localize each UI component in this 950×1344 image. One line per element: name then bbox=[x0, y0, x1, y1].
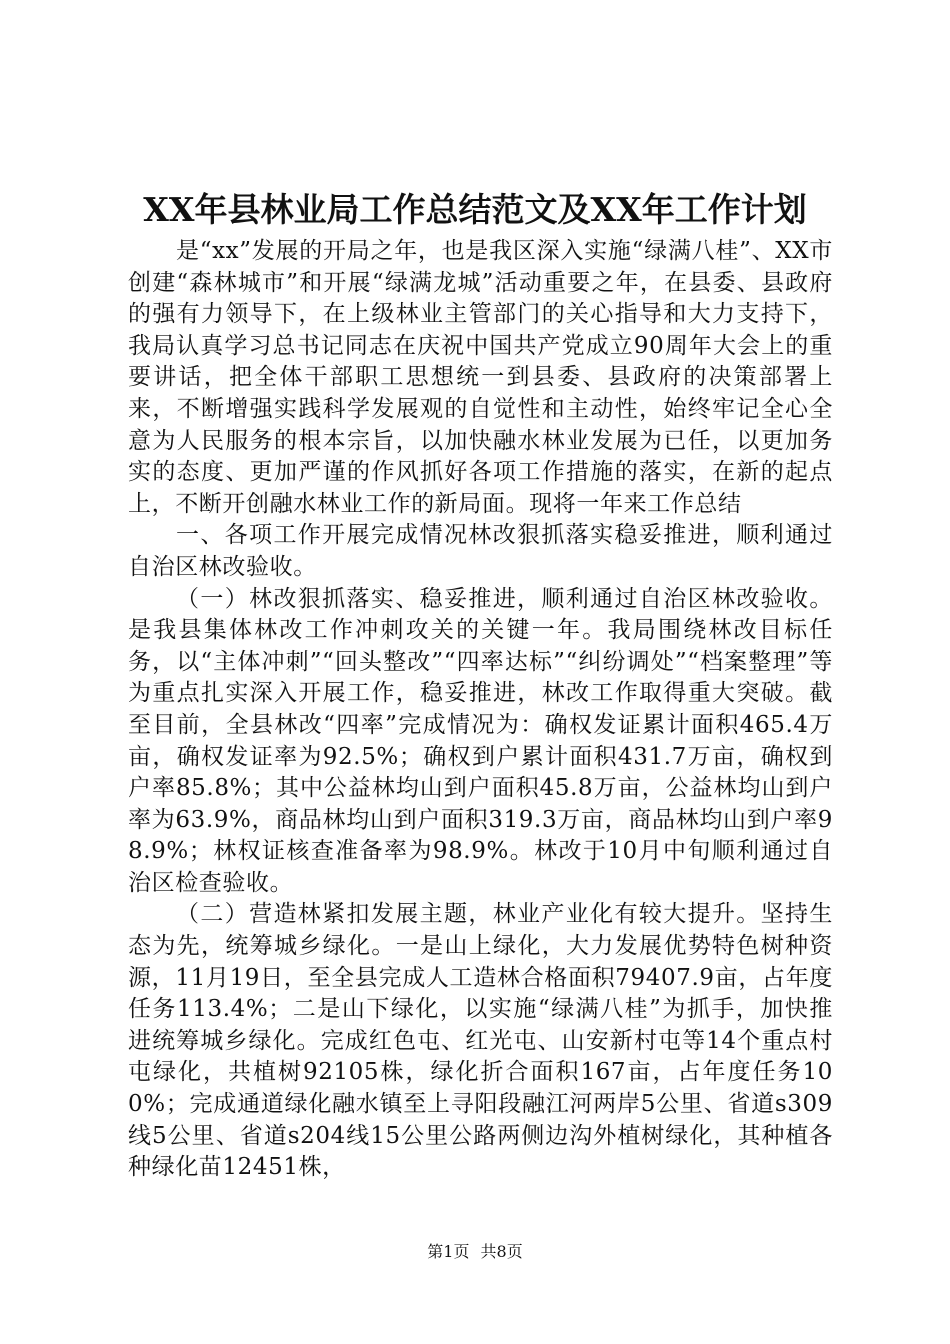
paragraph-section-heading: 一、各项工作开展完成情况林改狠抓落实稳妥推进，顺利通过自治区林改验收。 bbox=[128, 522, 833, 580]
paragraph-forest-reform: （一）林改狠抓落实、稳妥推进，顺利通过自治区林改验收。是我县集体林改工作冲刺攻关的关键一年。我局围绕林改目标任务，以“主体冲刺”“回头整改”“四率达标”“纠纷调处”“档案整理”等为重点扎实深入开展工作，稳妥推进，林改工作取得重大突破。截至目前，全县林改“四率”完成情况为：确权发证累计面积465.4万亩，确权发证率为92.5%；确权到户累计面积431.7万亩，确权到户率85.8%；其中公益林均山到户面积45.8万亩，公益林均山到户率为63.9%，商品林均山到户面积319.3万亩，商品林均山到户率98.9%；林权证核查准备率为98.9%。林改于10月中旬顺利通过自治区检查验收。 bbox=[128, 585, 833, 896]
paragraph-afforestation: （二）营造林紧扣发展主题，林业产业化有较大提升。坚持生态为先，统筹城乡绿化。一是山上绿化，大力发展优势特色树种资源，11月19日，至全县完成人工造林合格面积79407.9亩，占年度任务113.4%；二是山下绿化，以实施“绿满八桂”为抓手，加快推进统筹城乡绿化。完成红色屯、红光屯、山安新村屯等14个重点村屯绿化，共植树92105株，绿化折合面积167亩，占年度任务100%；完成通道绿化融水镇至上寻阳段融江河两岸5公里、省道s309线5公里、省道s204线15公里公路两侧边沟外植树绿化，其种植各种绿化苗12451株， bbox=[128, 901, 833, 1181]
page-total: 共8页 bbox=[480, 1242, 523, 1261]
page-footer bbox=[0, 1242, 950, 1262]
page-number: 第1页 bbox=[427, 1242, 470, 1261]
document-title: XX年县林业局工作总结范文及XX年工作计划 bbox=[143, 190, 807, 229]
paragraph-intro: 是“xx”发展的开局之年，也是我区深入实施“绿满八桂”、XX市创建“森林城市”和开展“绿满龙城”活动重要之年，在县委、县政府的强有力领导下，在上级林业主管部门的关心指导和大力支持下，我局认真学习总书记同志在庆祝中国共产党成立90周年大会上的重要讲话，把全体干部职工思想统一到县委、县政府的决策部署上来，不断增强实践科学发展观的自觉性和主动性，始终牢记全心全意为人民服务的根本宗旨，以加快融水林业发展为已任，以更加务实的态度、更加严谨的作风抓好各项工作措施的落实，在新的起点上，不断开创融水林业工作的新局面。现将一年来工作总结 bbox=[128, 238, 833, 517]
document-body bbox=[128, 236, 833, 1184]
